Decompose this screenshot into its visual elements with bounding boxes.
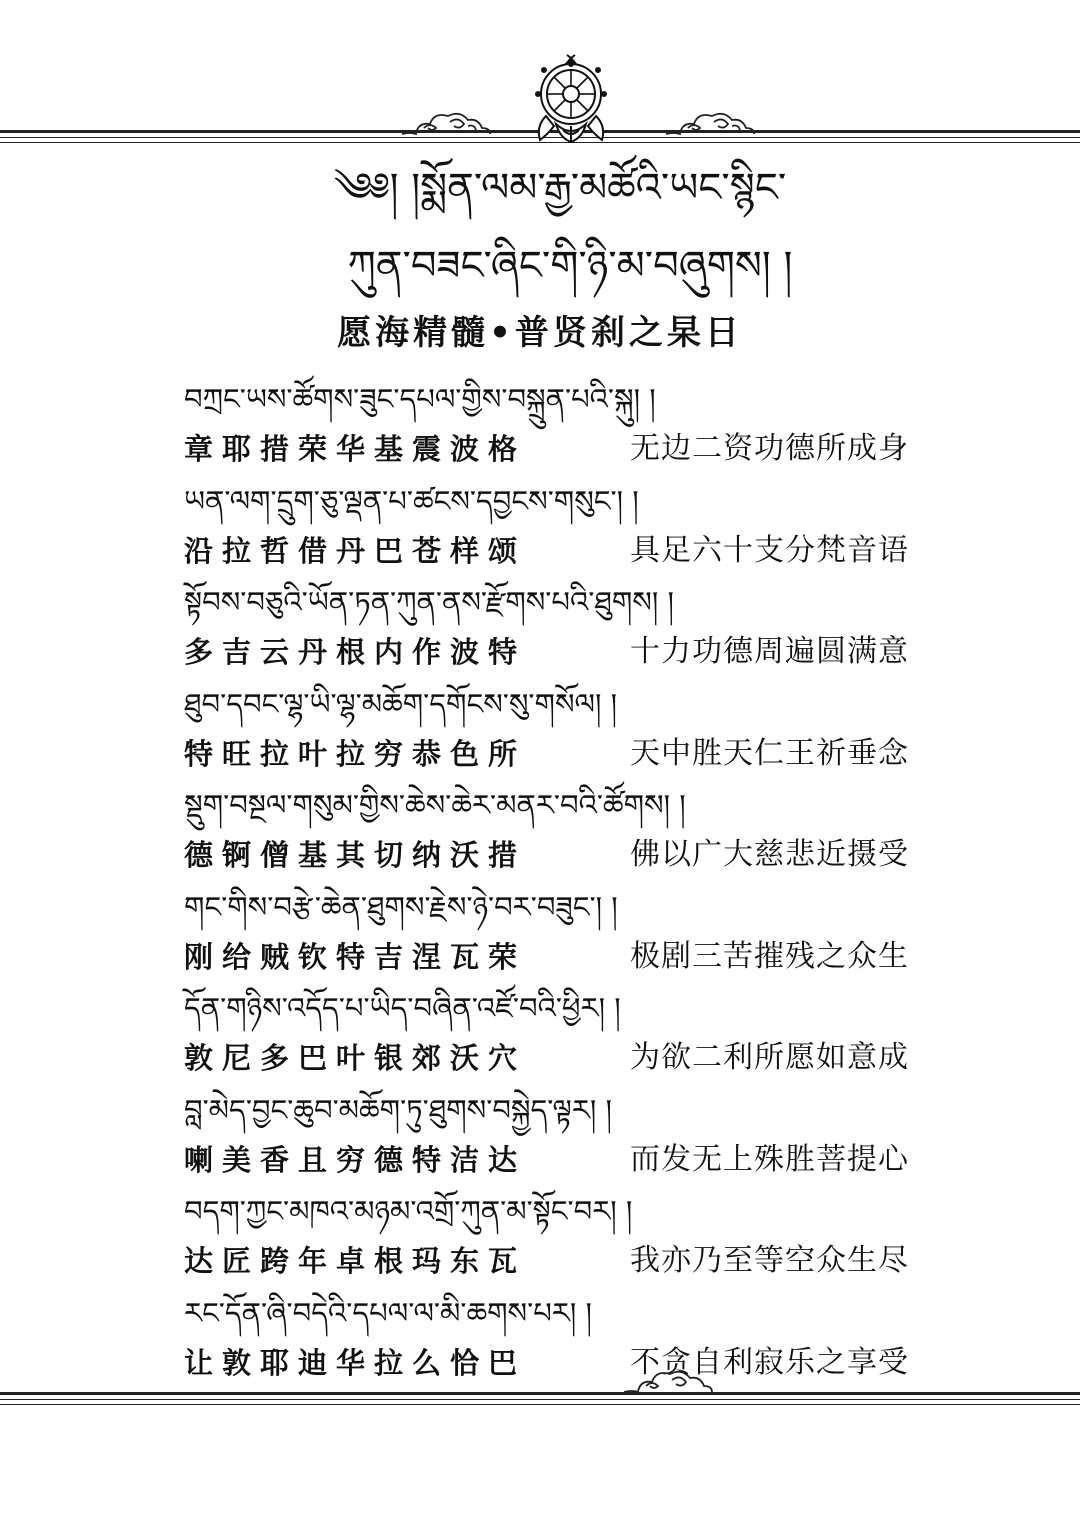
translation-line: 极剧三苦摧残之众生: [630, 938, 909, 974]
translation-line: 为欲二利所愿如意成: [630, 1040, 909, 1075]
tibetan-verse-line: སྡུག་བསྔལ་གསུམ་གྱིས་ཆེས་ཆེར་མནར་བའི་ཚོགས། །: [184, 788, 686, 822]
tibetan-verse-line: གང་གིས་བརྩེ་ཆེན་ཐུགས་རྗེས་ཉེ་བར་བཟུང་། །: [184, 889, 618, 924]
tibetan-title-line-2: ཀུན་བཟང་ཞིང་གི་ཉི་མ་བཞུགས། །: [347, 243, 793, 289]
translation-line: 十力功德周遍圆满意: [630, 634, 909, 669]
verse-item: [184, 476, 944, 578]
dharma-wheel-icon: [526, 54, 616, 146]
transliteration-line: 多吉云丹根内作波特: [184, 635, 527, 669]
transliteration-line: 沿拉哲借丹巴苍样颂: [184, 533, 527, 568]
translation-line: 具足六十支分梵音语: [630, 532, 909, 568]
transliteration-line: 刚给贼钦特吉涅瓦荣: [184, 939, 527, 974]
verse-item: [184, 1186, 944, 1288]
tibetan-verse-line: རང་དོན་ཞི་བདེའི་དཔལ་ལ་མི་ཆགས་པར། །: [184, 1295, 592, 1330]
tibetan-verse-line: ཐུབ་དབང་ལྷ་ཡི་ལྷ་མཆོག་དགོངས་སུ་གསོལ། །: [184, 686, 618, 721]
translation-line: 我亦乃至等空众生尽: [630, 1243, 909, 1278]
verse-item: [184, 780, 944, 882]
transliteration-line: 德锕僧基其切纳沃措: [184, 838, 527, 872]
tibetan-verse-line: བཀྲང་ཡས་ཚོགས་ཟུང་དཔལ་གྱིས་བསྐྲུན་པའི་སྐུ། །: [184, 382, 656, 416]
translation-line: 而发无上殊胜菩提心: [630, 1141, 909, 1177]
verse-item: [184, 374, 944, 476]
verse-item: [184, 1288, 944, 1390]
cloud-ornament-icon: [398, 104, 494, 144]
footer-rule: [0, 1388, 1080, 1410]
transliteration-line: 章耶措荣华基震波格: [184, 432, 527, 466]
verse-item: [184, 983, 944, 1085]
chinese-title: 愿海精髓•普贤刹之杲日: [337, 313, 743, 353]
tibetan-verse-line: དོན་གཉིས་འདོད་པ་ཡིད་བཞིན་འཛོ་བའི་ཕྱིར། །: [184, 991, 621, 1025]
tibetan-verse-line: སྟོབས་བཅུའི་ཡོན་ཏན་ཀུན་ནས་རྫོགས་པའི་ཐུགས། །: [184, 585, 674, 619]
verse-item: [184, 679, 944, 781]
verse-item: [184, 882, 944, 984]
transliteration-line: 让敦耶迪华拉么恰巴: [184, 1345, 527, 1380]
tibetan-verse-line: བླ་མེད་བྱང་ཆུབ་མཆོག་ཏུ་ཐུགས་བསྐྱེད་ལྟར། །: [184, 1092, 612, 1127]
transliteration-line: 喇美香且穷德特洁达: [184, 1142, 527, 1177]
verse-item: [184, 1085, 944, 1187]
transliteration-line: 敦尼多巴叶银郊沃穴: [184, 1041, 527, 1075]
tibetan-verse-line: ཡན་ལག་དྲུག་ཅུ་ལྡན་པ་ཚངས་དབྱངས་གསུང་། །: [184, 483, 639, 518]
transliteration-line: 达匠跨年卓根玛东瓦: [184, 1244, 527, 1278]
transliteration-line: 特旺拉叶拉穷恭色所: [184, 736, 527, 771]
tibetan-verse-line: བདག་ཀྱང་མཁའ་མཉམ་འགྲོ་ཀུན་མ་སྟོང་བར། །: [184, 1194, 633, 1228]
cloud-ornament-icon: [662, 104, 758, 144]
tibetan-title-line-1: ༄༅། །སྨོན་ལམ་རྒྱ་མཚོའི་ཡང་སྙིང་: [333, 165, 787, 211]
verse-list: [184, 374, 944, 1389]
translation-line: 天中胜天仁王祈垂念: [630, 735, 909, 771]
translation-line: 佛以广大慈悲近摄受: [630, 837, 909, 872]
verse-item: [184, 577, 944, 679]
translation-line: 不贪自利寂乐之享受: [630, 1344, 909, 1380]
translation-line: 无边二资功德所成身: [630, 431, 909, 466]
